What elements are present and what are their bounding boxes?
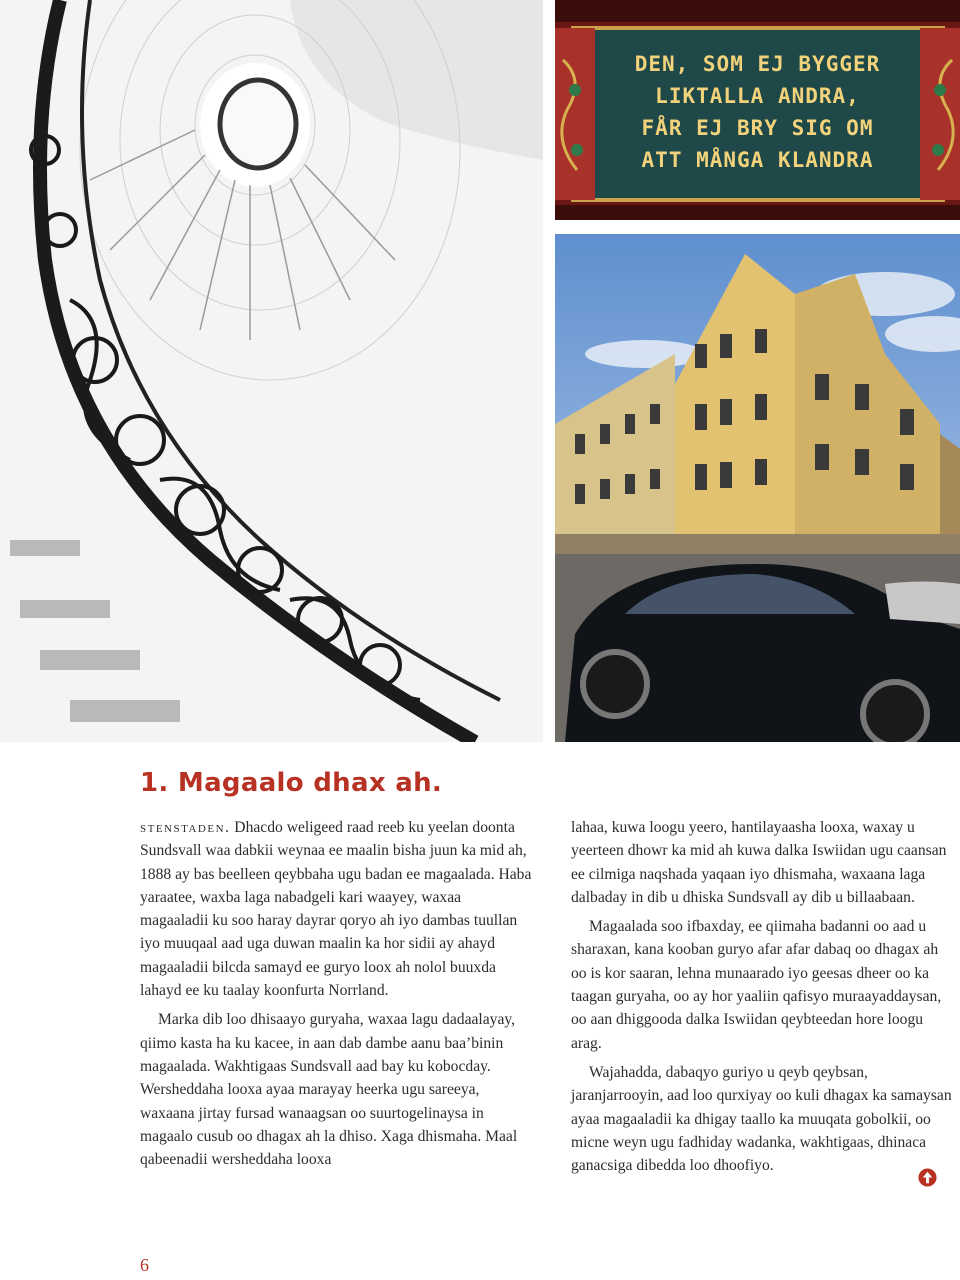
sign-line: FÅR EJ BRY SIG OM <box>641 116 874 140</box>
paragraph: Wajahadda, dabaqyo guriyo u qeyb qeybsan, jaranjarrooyin, aad loo qurxiyay oo kuli dhagax ka samaysan ayaa magaaladii ka dhigay taallo ka muuqata gobolkii, oo micne weyn ugu fadhiday wadanka, wakhtigaas, dhinaca ganacsiga dibedda loo dhoofiyo. <box>571 1063 952 1175</box>
page-number: 6 <box>140 1255 149 1275</box>
article-column-right <box>571 816 955 1177</box>
sign-line: DEN, SOM EJ BYGGER <box>634 52 881 76</box>
paragraph: Marka dib loo dhisaayo guryaha, waxaa lagu dadaalayay, qiimo kasta ha ku kacee, in aan dab dambe aanu baa’binin magaalada. Wakhtigaas Sundsvall aad bay ku kobocday. Wersheddaha looxa ayaa marayay heerka ugu sareeya, waxaana jirtay fursad wanaagsan oo suurtogelinaysa in magaalo cusub oo dhagax ah la dhiso. Xaga dhismaha. Maal qabeenadii wersheddaha looxa <box>140 1011 518 1169</box>
paragraph: Magaalada soo ifbaxday, ee qiimaha badanni oo aad u sharaxan, kana kooban guryo afar afar dabaq oo dhagax ah oo is kor saaran, lehna munaarado iyo geesas dheer oo ka taagan guryaha, oo ay hor yaaliin qafisyo muraayaddaysan, oo aan dhiggooda dalka Iswiidan qeybteedan hore loogu arag. <box>571 918 942 1052</box>
paragraph <box>140 816 532 1002</box>
sign-inscription <box>555 48 960 176</box>
up-arrow-circle-icon <box>918 1168 937 1187</box>
spiral-staircase-photo <box>0 0 543 742</box>
lead-word: stenstaden. <box>140 819 231 836</box>
paragraph: lahaa, kuwa loogu yeero, hantilayaasha looxa, waxay u yeerteen dhowr ka mid ah kuwa dalka Iswiidan ugu caansan ee cilmiga naqshada yaqaan iyo dhismaha, waxaana laga dalbaday in dib u dhiska Sundsvall ay dib u billaabaan. <box>571 819 947 906</box>
paragraph-text: Dhacdo weligeed raad reeb ku yeelan doonta Sundsvall waa dabkii weynaa ee maalin bisha juun ka mid ah, 1888 ay bas beelleen qeybbaha ugu badan ee magaalada. Haba yaraatee, waxba laga nabadgeli kari waayey, waxaa magaaladii ku soo haray dayrar qoryo ah iyo dambas tuullan iyo muuqaal aad uga duwan maalin ka hor sidii ay ahayd magaaladii bilcda samayd ee guryo loox ah nolol buuxda lahayd ee ku taalay koonfurta Norrland. <box>140 819 532 1000</box>
painted-sign-photo <box>555 0 960 220</box>
article-column-left <box>140 816 532 1171</box>
sign-line: ATT MÅNGA KLANDRA <box>641 148 874 172</box>
corner-building-photo <box>555 234 960 742</box>
sign-line: LIKTALLA ANDRA, <box>655 84 860 108</box>
chapter-title: 1. Magaalo dhax ah. <box>140 768 443 798</box>
